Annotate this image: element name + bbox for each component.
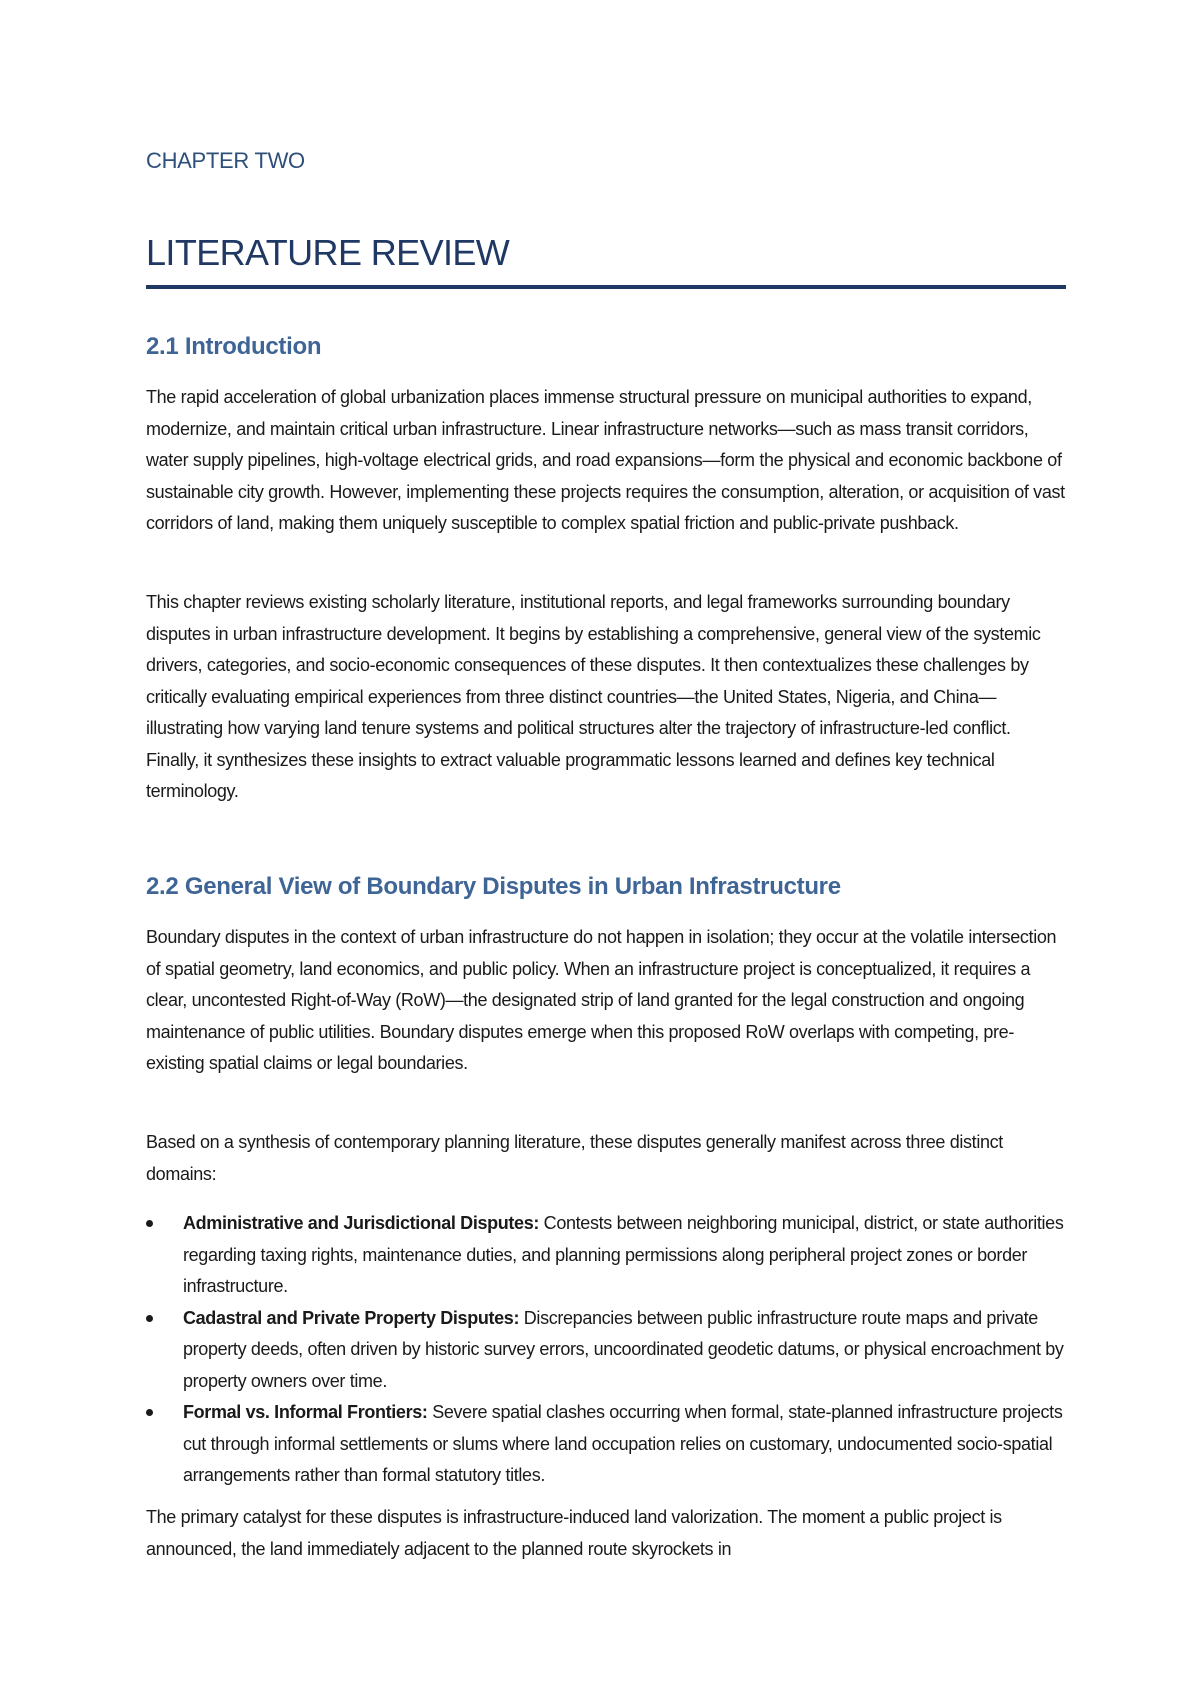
title-divider xyxy=(146,285,1066,289)
intro-paragraph-2: This chapter reviews existing scholarly literature, institutional reports, and legal frameworks surrounding boundary disputes in urban infrastructure development. It begins by establishing a comprehensive, general view of the systemic drivers, categories, and socio-economic consequences of these disputes. It then contextualizes these challenges by critically evaluating empirical experiences from three distinct countries—the United States, Nigeria, and China—illustrating how varying land tenure systems and political structures alter the trajectory of infrastructure-led conflict. Finally, it synthesizes these insights to extract valuable programmatic lessons learned and defines key technical terminology. xyxy=(146,592,1041,801)
bullet-text: Severe spatial clashes occurring when formal, state-planned infrastructure projects cut through informal settlements or slums where land occupation relies on customary, undocumented socio-spatial arrangements rather than formal statutory titles. xyxy=(183,1402,1063,1485)
section-heading-general-view: 2.2 General View of Boundary Disputes in Urban Infrastructure xyxy=(146,873,841,900)
list-item xyxy=(146,1303,1066,1398)
bullet-icon xyxy=(146,1409,153,1416)
general-view-paragraph-1: Boundary disputes in the context of urban infrastructure do not happen in isolation; they occur at the volatile intersection of spatial geometry, land economics, and public policy. When an infrastructure project is conceptualized, it requires a clear, uncontested Right-of-Way (RoW)—the designated strip of land granted for the legal construction and ongoing maintenance of public utilities. Boundary disputes emerge when this proposed RoW overlaps with competing, pre-existing spatial claims or legal boundaries. xyxy=(146,927,1057,1073)
general-view-paragraph-3: The primary catalyst for these disputes is infrastructure-induced land valorization. The moment a public project is announced, the land immediately adjacent to the planned route skyrockets in xyxy=(146,1507,1002,1559)
bullet-text: Discrepancies between public infrastructure route maps and private property deeds, often driven by historic survey errors, uncoordinated geodetic datums, or physical encroachment by property owners over time. xyxy=(183,1307,1064,1391)
list-item xyxy=(146,1397,1066,1492)
chapter-title: LITERATURE REVIEW xyxy=(146,232,510,273)
bullet-icon xyxy=(146,1315,153,1322)
list-item xyxy=(146,1208,1066,1303)
bullet-term: Formal vs. Informal Frontiers: xyxy=(183,1402,428,1422)
dispute-domains-list xyxy=(146,1208,1066,1492)
intro-paragraph-1: The rapid acceleration of global urbanization places immense structural pressure on municipal authorities to expand, modernize, and maintain critical urban infrastructure. Linear infrastructure networks—such as mass transit corridors, water supply pipelines, high-voltage electrical grids, and road expansions—form the physical and economic backbone of sustainable city growth. However, implementing these projects requires the consumption, alteration, or acquisition of vast corridors of land, making them uniquely susceptible to complex spatial friction and public-private pushback. xyxy=(146,387,1065,533)
bullet-icon xyxy=(146,1220,153,1227)
bullet-term: Administrative and Jurisdictional Disputes: xyxy=(183,1213,540,1233)
bullet-text: Contests between neighboring municipal, district, or state authorities regarding taxing rights, maintenance duties, and planning permissions along peripheral project zones or border infrastructure. xyxy=(183,1213,1064,1296)
bullet-term: Cadastral and Private Property Disputes: xyxy=(183,1307,520,1328)
chapter-label: CHAPTER TWO xyxy=(146,148,305,173)
section-heading-introduction: 2.1 Introduction xyxy=(146,333,322,360)
general-view-paragraph-2: Based on a synthesis of contemporary planning literature, these disputes generally manifest across three distinct domains: xyxy=(146,1132,1003,1184)
